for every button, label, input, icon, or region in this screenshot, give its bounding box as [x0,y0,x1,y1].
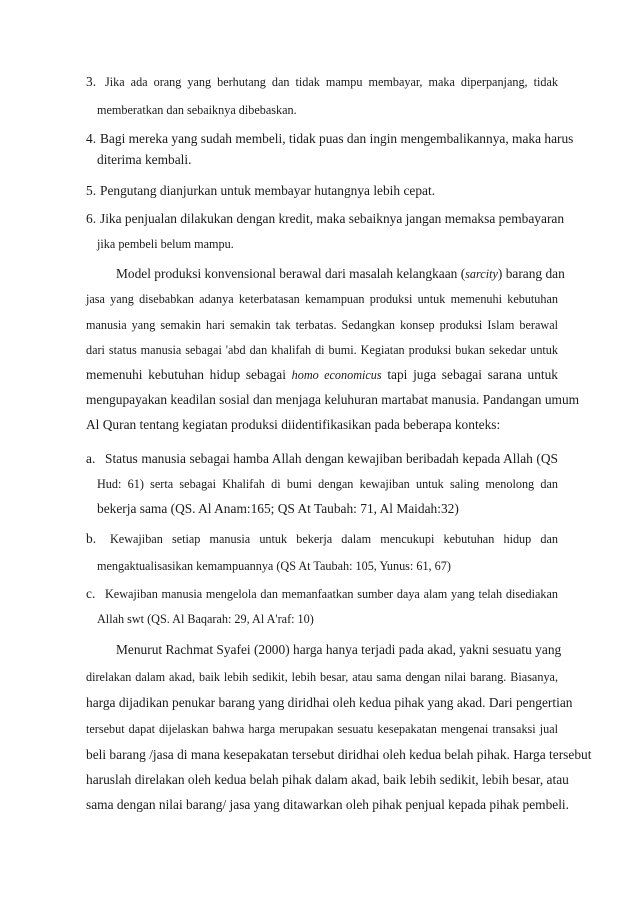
paragraph-line: manusia yang semakin hari semakin tak terbatas. Sedangkan konsep produksi Islam berawal [86,318,558,332]
paragraph-line: tersebut dapat dijelaskan bahwa harga merupakan sesuatu kesepakatan mengenai transaksi jual [86,722,558,736]
paragraph-line: Model produksi konvensional berawal dari masalah kelangkaan (sarcity) barang dan [116,266,565,281]
list-letter: c. [86,586,96,601]
paragraph-line: memenuhi kebutuhan hidup sebagai homo economicus tapi juga sebagai sarana untuk [86,367,558,382]
list-number: 6. [86,211,97,226]
paragraph-line: haruslah direlakan oleh kedua belah pihak dalam akad, baik lebih sedikit, lebih besar, atau [86,772,569,787]
list-number: 3. [86,74,97,89]
paragraph-line: jasa yang disebabkan adanya keterbatasan kemampuan produksi untuk memenuhi kebutuhan [86,292,558,306]
list-number: 4. [86,131,97,146]
paragraph-line: mengupayakan keadilan sosial dan menjaga keluhuran martabat manusia. Pandangan umum [86,392,580,407]
list-item-line: bekerja sama (QS. Al Anam:165; QS At Taubah: 71, Al Maidah:32) [97,501,459,516]
list-item-line: Jika ada orang yang berhutang dan tidak mampu membayar, maka diperpanjang, tidak [105,75,558,89]
list-item-line: Bagi mereka yang sudah membeli, tidak puas dan ingin mengembalikannya, maka harus [100,131,574,146]
list-item-line: jika pembeli belum mampu. [97,237,234,251]
list-item-line: Pengutang dianjurkan untuk membayar hutangnya lebih cepat. [100,183,436,198]
paragraph-line: direlakan dalam akad, baik lebih sedikit, lebih besar, atau sama dengan nilai barang. Biasanya, [86,670,558,684]
paragraph-line: sama dengan nilai barang/ jasa yang ditawarkan oleh pihak penjual kepada pihak pembeli. [86,797,570,812]
paragraph-line: dari status manusia sebagai 'abd dan khalifah di bumi. Kegiatan produksi bukan sekedar untuk [86,343,558,357]
list-item-line: Kewajiban setiap manusia untuk bekerja dalam mencukupi kebutuhan hidup dan [110,532,558,546]
list-letter: b. [86,531,97,546]
paragraph-line: Al Quran tentang kegiatan produksi diidentifikasikan pada beberapa konteks: [86,417,501,432]
paragraph-line: beli barang /jasa di mana kesepakatan tersebut diridhai oleh kedua belah pihak. Harga tersebut [86,747,592,762]
paragraph-line: Menurut Rachmat Syafei (2000) harga hanya terjadi pada akad, yakni sesuatu yang [116,642,562,657]
list-item-line: mengaktualisasikan kemampuannya (QS At Taubah: 105, Yunus: 61, 67) [97,559,451,573]
list-number: 5. [86,183,97,198]
list-item-line: memberatkan dan sebaiknya dibebaskan. [97,103,297,117]
list-item-line: Allah swt (QS. Al Baqarah: 29, Al A'raf: 10) [97,612,314,626]
list-item-line: Hud: 61) serta sebagai Khalifah di bumi dengan kewajiban untuk saling menolong dan [97,477,558,491]
list-item-line: Jika penjualan dilakukan dengan kredit, maka sebaiknya jangan memaksa pembayaran [100,211,565,226]
scarcity-term: sarcity [465,267,498,281]
paragraph-line: harga dijadikan penukar barang yang diridhai oleh kedua pihak yang akad. Dari pengertian [86,695,573,710]
homo-economicus-term: homo economicus [291,368,382,382]
list-item-line: Status manusia sebagai hamba Allah dengan kewajiban beribadah kepada Allah (QS [105,451,558,466]
list-item-line: Kewajiban manusia mengelola dan memanfaatkan sumber daya alam yang telah disediakan [105,587,558,601]
list-letter: a. [86,451,96,466]
list-item-line: diterima kembali. [97,152,192,167]
